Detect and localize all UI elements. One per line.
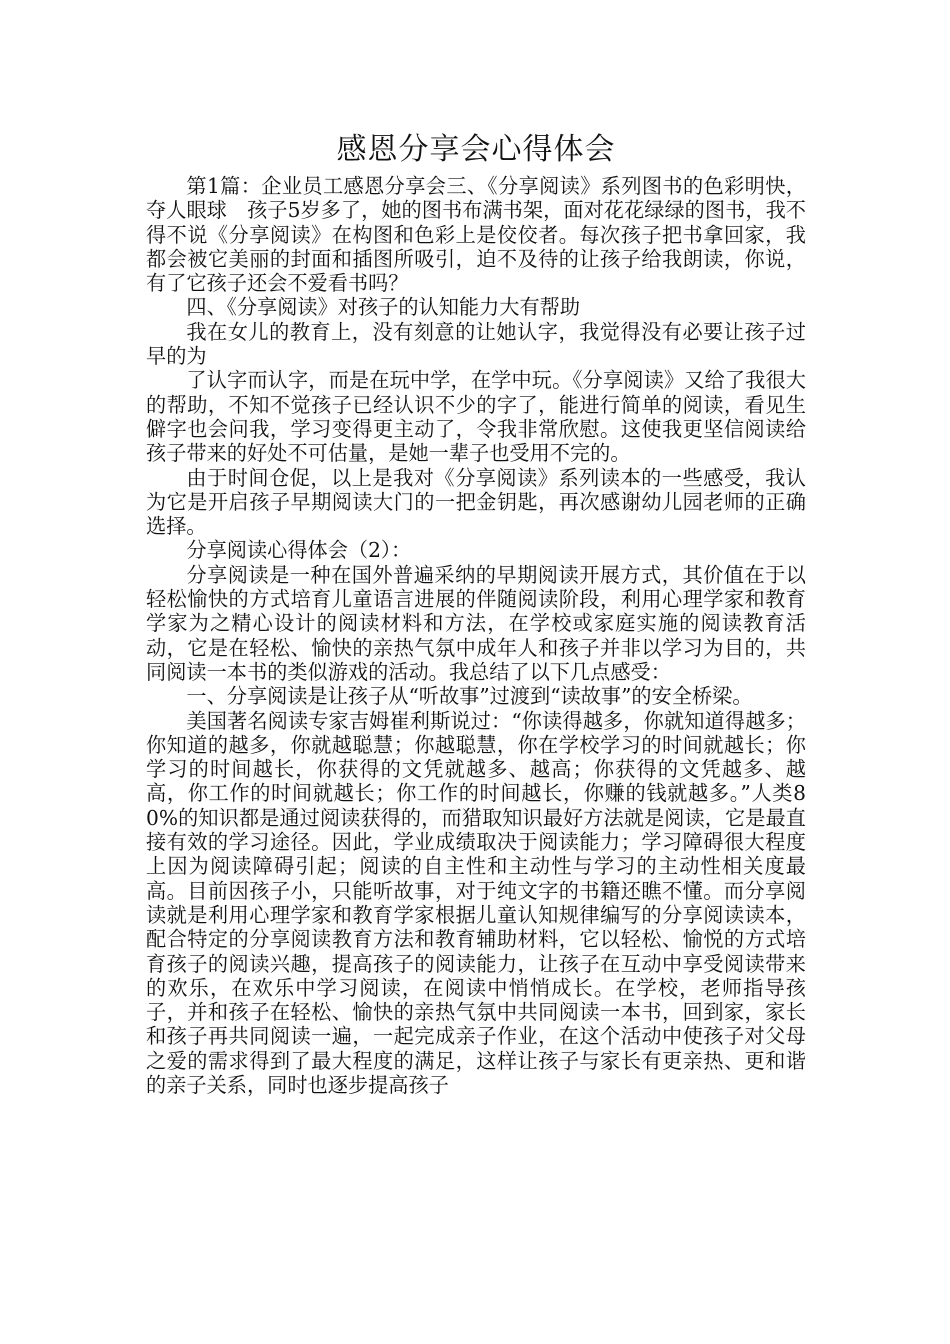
document-title: 感恩分享会心得体会 bbox=[336, 132, 616, 167]
paragraph: 分享阅读心得体会（2）： bbox=[186, 538, 412, 563]
paragraph: 第1篇：企业员工感恩分享会三、《分享阅读》系列图书的色彩明快，夺人眼球 孩子5岁多了，她的图书布满书架，面对花花绿绿的图书，我不得不说《分享阅读》在构图和色彩上是佼佼者。每次孩子把书拿回家，我都会被它美丽的封面和插图所吸引，迫不及待的让孩子给我朗读，你说，有了它孩子还会不爱看书吗？ bbox=[146, 174, 806, 296]
paragraph: 了认字而认字，而是在玩中学，在学中玩。《分享阅读》又给了我很大的帮助，不知不觉孩子已经认识不少的字了，能进行简单的阅读，看见生僻字也会问我，学习变得更主动了，令我非常欣慰。这使我更坚信阅读给孩子带来的好处不可估量，是她一辈子也受用不完的。 bbox=[146, 368, 806, 466]
paragraph: 我在女儿的教育上，没有刻意的让她认字，我觉得没有必要让孩子过早的为 bbox=[146, 319, 806, 369]
paragraph: 一、分享阅读是让孩子从“听故事”过渡到“读故事”的安全桥梁。 bbox=[186, 684, 753, 709]
paragraph: 四、《分享阅读》对孩子的认知能力大有帮助 bbox=[186, 295, 581, 320]
document-page bbox=[146, 128, 806, 1097]
paragraph: 美国著名阅读专家吉姆崔利斯说过：“你读得越多，你就知道得越多；你知道的越多，你就越聪慧；你越聪慧，你在学校学习的时间就越长；你学习的时间越长，你获得的文凭就越多、越高；你获得的文凭越多、越高，你工作的时间就越长；你工作的时间越长，你赚的钱就越多。”人类80%的知识都是通过阅读获得的，而猎取知识最好方法就是阅读，它是最直接有效的学习途径。因此，学业成绩取决于阅读能力；学习障碍很大程度上因为阅读障碍引起；阅读的自主性和主动性与学习的主动性相关度最高。目前因孩子小，只能听故事，对于纯文字的书籍还瞧不懂。而分享阅读就是利用心理学家和教育学家根据儿童认知规律编写的分享阅读读本，配合特定的分享阅读教育方法和教育辅助材料，它以轻松、愉悦的方式培育孩子的阅读兴趣，提高孩子的阅读能力，让孩子在互动中享受阅读带来的欢乐，在欢乐中学习阅读，在阅读中悄悄成长。在学校，老师指导孩子，并和孩子在轻松、愉快的亲热气氛中共同阅读一本书，回到家，家长和孩子再共同阅读一遍，一起完成亲子作业，在这个活动中使孩子对父母之爱的需求得到了最大程度的满足，这样让孩子与家长有更亲热、更和谐的亲子关系，同时也逐步提高孩子 bbox=[146, 708, 806, 1097]
paragraph: 分享阅读是一种在国外普遍采纳的早期阅读开展方式，其价值在于以轻松愉快的方式培育儿童语言进展的伴随阅读阶段，利用心理学家和教育学家为之精心设计的阅读材料和方法，在学校或家庭实施的阅读教育活动，它是在轻松、愉快的亲热气氛中成年人和孩子并非以学习为目的，共同阅读一本书的类似游戏的活动。我总结了以下几点感受： bbox=[146, 562, 806, 684]
paragraph: 由于时间仓促，以上是我对《分享阅读》系列读本的一些感受，我认为它是开启孩子早期阅读大门的一把金钥匙，再次感谢幼儿园老师的正确选择。 bbox=[146, 465, 806, 539]
